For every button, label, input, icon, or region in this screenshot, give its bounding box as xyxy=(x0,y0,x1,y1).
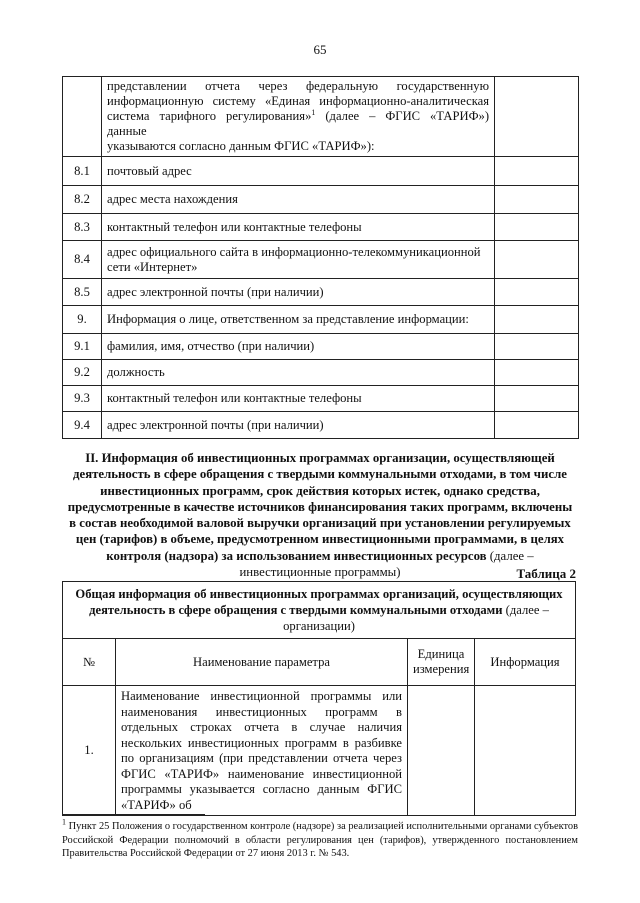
row-number: 8.5 xyxy=(63,279,102,306)
table-row xyxy=(63,360,579,386)
value-cell xyxy=(495,214,579,241)
value-cell xyxy=(495,412,579,439)
header-param: Наименование параметра xyxy=(116,639,408,686)
row-text: адрес электронной почты (при наличии) xyxy=(102,412,495,439)
footnote-separator xyxy=(62,814,205,815)
unit-cell xyxy=(408,686,475,816)
footnote-text: Пункт 25 Положения о государственном контроле (надзоре) за реализацией исполнительными органами субъектов Российской Федерации полномочий в области регулирования цен (тарифов), утвержденного постановлением Правительства Российской Федерации от 27 июня 2013 г. № 543. xyxy=(62,821,578,859)
table-row xyxy=(63,386,579,412)
table-title-row xyxy=(63,582,576,639)
row-number: 8.3 xyxy=(63,214,102,241)
value-cell xyxy=(495,279,579,306)
table-header-row xyxy=(63,639,576,686)
row-text: адрес официального сайта в информационно-телекоммуникационной сети «Интернет» xyxy=(102,241,495,279)
table-row xyxy=(63,186,579,214)
header-info: Информация xyxy=(475,639,576,686)
row-text: фамилия, имя, отчество (при наличии) xyxy=(102,334,495,360)
header-unit: Единица измерения xyxy=(408,639,475,686)
table-caption: Таблица 2 xyxy=(516,566,576,581)
section-heading-bold: II. Информация об инвестиционных программах организации, осуществляющей деятельность в сфере обращения с твердыми коммунальными отходами, в том числе инвестиционных программ, срок действия которых истек, однако средства, предусмотренные в качестве источников финансирования таких программ, включены в состав необходимой валовой выручки организаций при установлении регулируемых цен (тарифов) в объеме, предусмотренном инвестиционными программами, в целях контроля (надзора) за использованием инвестиционных ресурсов xyxy=(67,451,573,563)
value-cell xyxy=(495,334,579,360)
contact-info-table xyxy=(62,76,579,439)
row-text: Информация о лице, ответственном за представление информации: xyxy=(102,306,495,334)
value-cell xyxy=(495,360,579,386)
row-text: адрес места нахождения xyxy=(102,186,495,214)
row-text: Наименование инвестиционной программы или наименования инвестиционных программ в отдельных строках отчета в случае наличия нескольких инвестиционных программ в разбивке по организациям (при представлении отчета через ФГИС «ТАРИФ» наименование инвестиционной программы указывается согласно данным ФГИС «ТАРИФ» об xyxy=(116,686,408,816)
value-cell xyxy=(495,77,579,157)
table-title xyxy=(63,582,576,639)
row-number: 8.1 xyxy=(63,157,102,186)
table-row xyxy=(63,306,579,334)
value-cell xyxy=(495,386,579,412)
investment-programs-table xyxy=(62,581,576,816)
value-cell xyxy=(495,241,579,279)
line: информационную систему «Единая информационно-аналитическая xyxy=(107,94,489,108)
page-number: 65 xyxy=(313,42,327,57)
table-row xyxy=(63,412,579,439)
line: система тарифного регулирования» xyxy=(107,109,312,123)
table-row xyxy=(63,214,579,241)
row-number: 9.3 xyxy=(63,386,102,412)
row-text: контактный телефон или контактные телефоны xyxy=(102,214,495,241)
row-text: адрес электронной почты (при наличии) xyxy=(102,279,495,306)
row-number: 1. xyxy=(63,686,116,816)
table-row xyxy=(63,241,579,279)
table-title-normal: (далее – организации) xyxy=(283,603,549,633)
row-number: 9.1 xyxy=(63,334,102,360)
row-number: 8.4 xyxy=(63,241,102,279)
table-row xyxy=(63,686,576,816)
row-text: должность xyxy=(102,360,495,386)
line: (далее – ФГИС «ТАРИФ») данные xyxy=(107,109,490,138)
row-number: 9.2 xyxy=(63,360,102,386)
footnote xyxy=(62,817,578,861)
table-row xyxy=(63,157,579,186)
section-heading xyxy=(64,450,576,580)
table-row xyxy=(63,77,579,157)
value-cell xyxy=(495,157,579,186)
row-text: почтовый адрес xyxy=(102,157,495,186)
table-title-bold: Общая информация об инвестиционных программах организаций, осуществляющих деятельность в сфере обращения с твердыми коммунальными отходами xyxy=(75,587,563,617)
value-cell xyxy=(495,186,579,214)
row-text-cell xyxy=(102,77,495,157)
row-number-cell xyxy=(63,77,102,157)
table-row xyxy=(63,334,579,360)
footnote-ref: 1 xyxy=(311,107,316,117)
info-cell xyxy=(475,686,576,816)
line: представлении отчета через федеральную государственную xyxy=(107,79,489,93)
row-text: контактный телефон или контактные телефоны xyxy=(102,386,495,412)
value-cell xyxy=(495,306,579,334)
footnote-mark: 1 xyxy=(62,817,66,827)
header-num: № xyxy=(63,639,116,686)
table-row xyxy=(63,279,579,306)
row-number: 9. xyxy=(63,306,102,334)
line: указываются согласно данным ФГИС «ТАРИФ»): xyxy=(107,139,375,153)
row-number: 8.2 xyxy=(63,186,102,214)
section-heading-normal: (далее – инвестиционные программы) xyxy=(239,548,534,580)
row-number: 9.4 xyxy=(63,412,102,439)
